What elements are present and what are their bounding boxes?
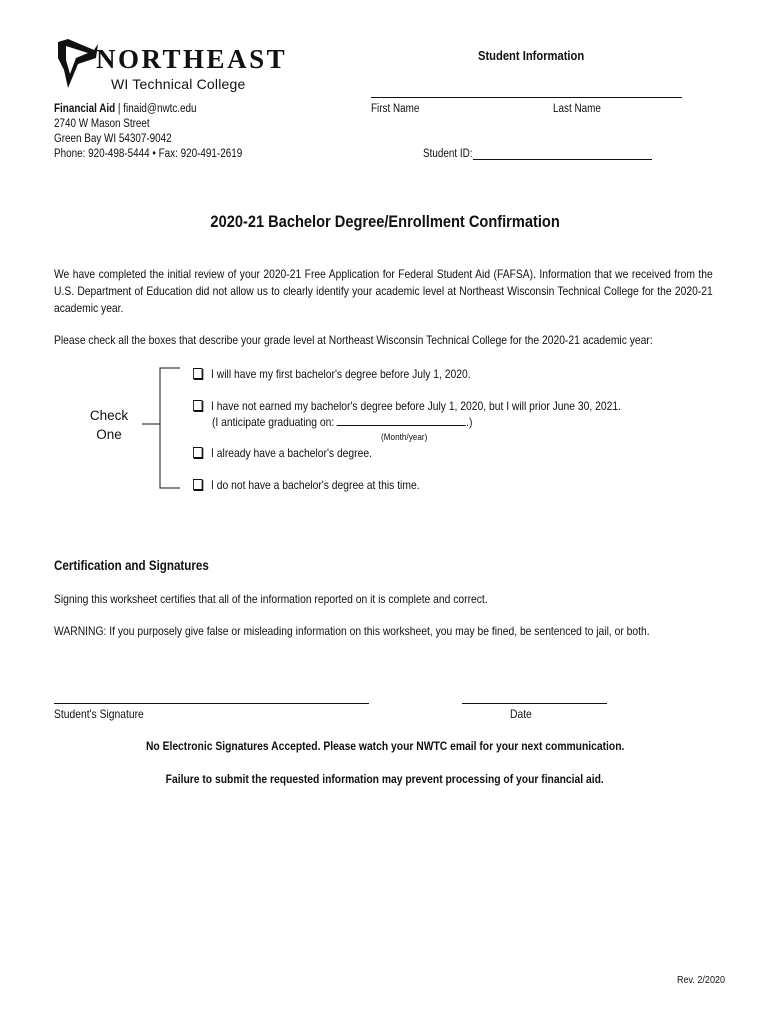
instruction-paragraph: Please check all the boxes that describe your grade level at Northeast Wisconsin Technical College for the 2020-21 academic year: — [54, 333, 653, 347]
check-one-label: Check One — [89, 408, 129, 442]
certification-heading: Certification and Signatures — [54, 558, 209, 573]
intro-paragraph: We have completed the initial review of your 2020-21 Free Application for Federal Student Aid (FAFSA). Information that we received from the U.S. Department of Education did not allow us to clearly identify your academic level at Northeast Wisconsin Technical College for the 2020-21 academic year. — [54, 267, 713, 315]
logo-subtitle: WI Technical College — [111, 76, 246, 92]
option-label: I already have a bachelor's degree. — [211, 446, 372, 460]
notice-no-electronic: No Electronic Signatures Accepted. Please watch your NWTC email for your next communication. — [145, 739, 625, 753]
student-info-heading: Student Information — [478, 48, 585, 63]
student-signature-line[interactable] — [54, 703, 369, 704]
last-name-label: Last Name — [553, 103, 601, 115]
nwtc-logo-emblem — [54, 36, 100, 94]
date-label: Date — [510, 707, 532, 721]
contact-block: Financial Aid | finaid@nwtc.edu 2740 W Mason Street Green Bay WI 54307-9042 Phone: 920-498-5444 • Fax: 920-491-2619 — [54, 103, 243, 160]
logo-wordmark: NORTHEAST — [96, 44, 288, 74]
checkbox[interactable] — [193, 368, 202, 379]
page-title: 2020-21 Bachelor Degree/Enrollment Confirmation — [210, 212, 560, 231]
option-no-degree[interactable] — [193, 477, 420, 494]
student-signature-label: Student's Signature — [54, 707, 144, 721]
graduation-date-field[interactable] — [337, 414, 466, 426]
option-label: I will have my first bachelor's degree before July 1, 2020. — [211, 367, 471, 381]
city-address: Green Bay WI 54307-9042 — [54, 133, 172, 145]
warning-text: WARNING: If you purposely give false or misleading information on this worksheet, you may be fined, be sentenced to jail, or both. — [54, 624, 650, 638]
option-label: I have not earned my bachelor's degree before July 1, 2020, but I will prior June 30, 2021. — [211, 399, 621, 413]
first-name-label: First Name — [371, 103, 420, 115]
phone-fax: Phone: 920-498-5444 • Fax: 920-491-2619 — [54, 148, 243, 160]
option-graduating[interactable] — [193, 398, 621, 415]
student-id-line[interactable] — [473, 159, 652, 160]
option-label: I do not have a bachelor's degree at this time. — [211, 478, 420, 492]
month-year-hint: (Month/year) — [381, 432, 428, 443]
student-id-label: Student ID: — [423, 148, 473, 160]
checkbox[interactable] — [193, 400, 202, 411]
name-line[interactable] — [371, 97, 682, 98]
checkbox[interactable] — [193, 447, 202, 458]
date-line[interactable] — [462, 703, 607, 704]
dept-name: Financial Aid — [54, 103, 116, 115]
bracket — [138, 366, 182, 492]
option-first-degree[interactable] — [193, 366, 471, 383]
notice-failure: Failure to submit the requested information may prevent processing of your financial aid. — [165, 772, 605, 786]
option-has-degree[interactable] — [193, 445, 372, 462]
checkbox[interactable] — [193, 479, 202, 490]
option-graduating-date: (I anticipate graduating on: .) — [212, 415, 473, 429]
revision-label: Rev. 2/2020 — [677, 974, 726, 986]
street-address: 2740 W Mason Street — [54, 118, 150, 130]
certification-text: Signing this worksheet certifies that all of the information reported on it is complete and correct. — [54, 592, 488, 606]
dept-email: finaid@nwtc.edu — [123, 103, 197, 115]
